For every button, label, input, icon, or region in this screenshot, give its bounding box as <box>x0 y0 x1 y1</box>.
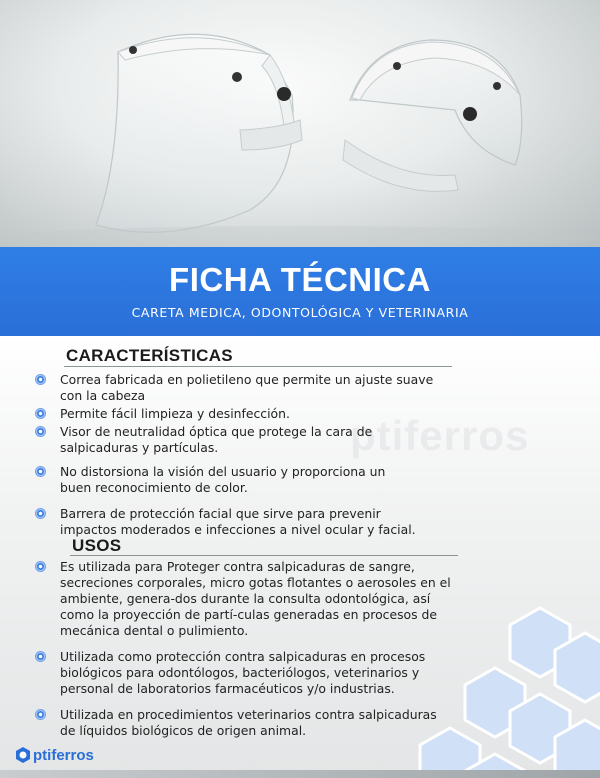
circle-bullet-icon <box>36 562 45 571</box>
list-item: Correa fabricada en polietileno que permite un ajuste suave con la cabeza <box>36 372 456 404</box>
logo-mark-icon <box>14 746 32 764</box>
face-shield-image <box>0 0 600 247</box>
usos-list <box>36 559 466 739</box>
section-divider <box>70 555 458 556</box>
list-item: No distorsiona la visión del usuario y proporciona un buen reconocimiento de color. <box>36 464 456 496</box>
page-title: FICHA TÉCNICA <box>169 261 431 298</box>
list-item: Utilizada en procedimientos veterinarios contra salpicaduras de líquidos biológicos de origen animal. <box>36 707 466 739</box>
page-subtitle: CARETA MEDICA, ODONTOLÓGICA Y VETERINARIA <box>131 305 469 320</box>
circle-bullet-icon <box>36 375 45 384</box>
list-item: Es utilizada para Proteger contra salpicaduras de sangre, secreciones corporales, micro gotas flotantes o aerosoles en el ambiente, genera-dos durante la consulta odontológica, así como la proyección de partí-culas generadas en procesos de mecánica dental o pulimiento. <box>36 559 466 639</box>
list-item: Permite fácil limpieza y desinfección. <box>36 406 456 422</box>
caracteristicas-heading: CARACTERÍSTICAS <box>66 346 233 365</box>
section-divider <box>64 366 452 367</box>
content-area <box>0 336 600 778</box>
watermark-logo: ptiferros <box>350 412 530 459</box>
footer-logo <box>14 746 94 764</box>
caracteristicas-list <box>36 372 456 538</box>
footer-logo-text: ptiferros <box>33 746 94 764</box>
usos-heading: USOS <box>72 536 122 555</box>
title-banner <box>0 247 600 336</box>
list-item: Visor de neutralidad óptica que protege la cara de salpicaduras y partículas. <box>36 424 456 456</box>
circle-bullet-icon <box>36 427 45 436</box>
list-item: Utilizada como protección contra salpicaduras en procesos biológicos para odontólogos, bacteriólogos, veterinarios y personal de laboratorios farmacéuticos y/o industrias. <box>36 649 466 697</box>
circle-bullet-icon <box>36 409 45 418</box>
list-item: Barrera de protección facial que sirve para prevenir impactos moderados e infecciones a nivel ocular y facial. <box>36 506 456 538</box>
product-photo <box>0 0 600 247</box>
bottom-strip <box>0 770 600 778</box>
circle-bullet-icon <box>36 467 45 476</box>
circle-bullet-icon <box>36 509 45 518</box>
circle-bullet-icon <box>36 652 45 661</box>
circle-bullet-icon <box>36 710 45 719</box>
